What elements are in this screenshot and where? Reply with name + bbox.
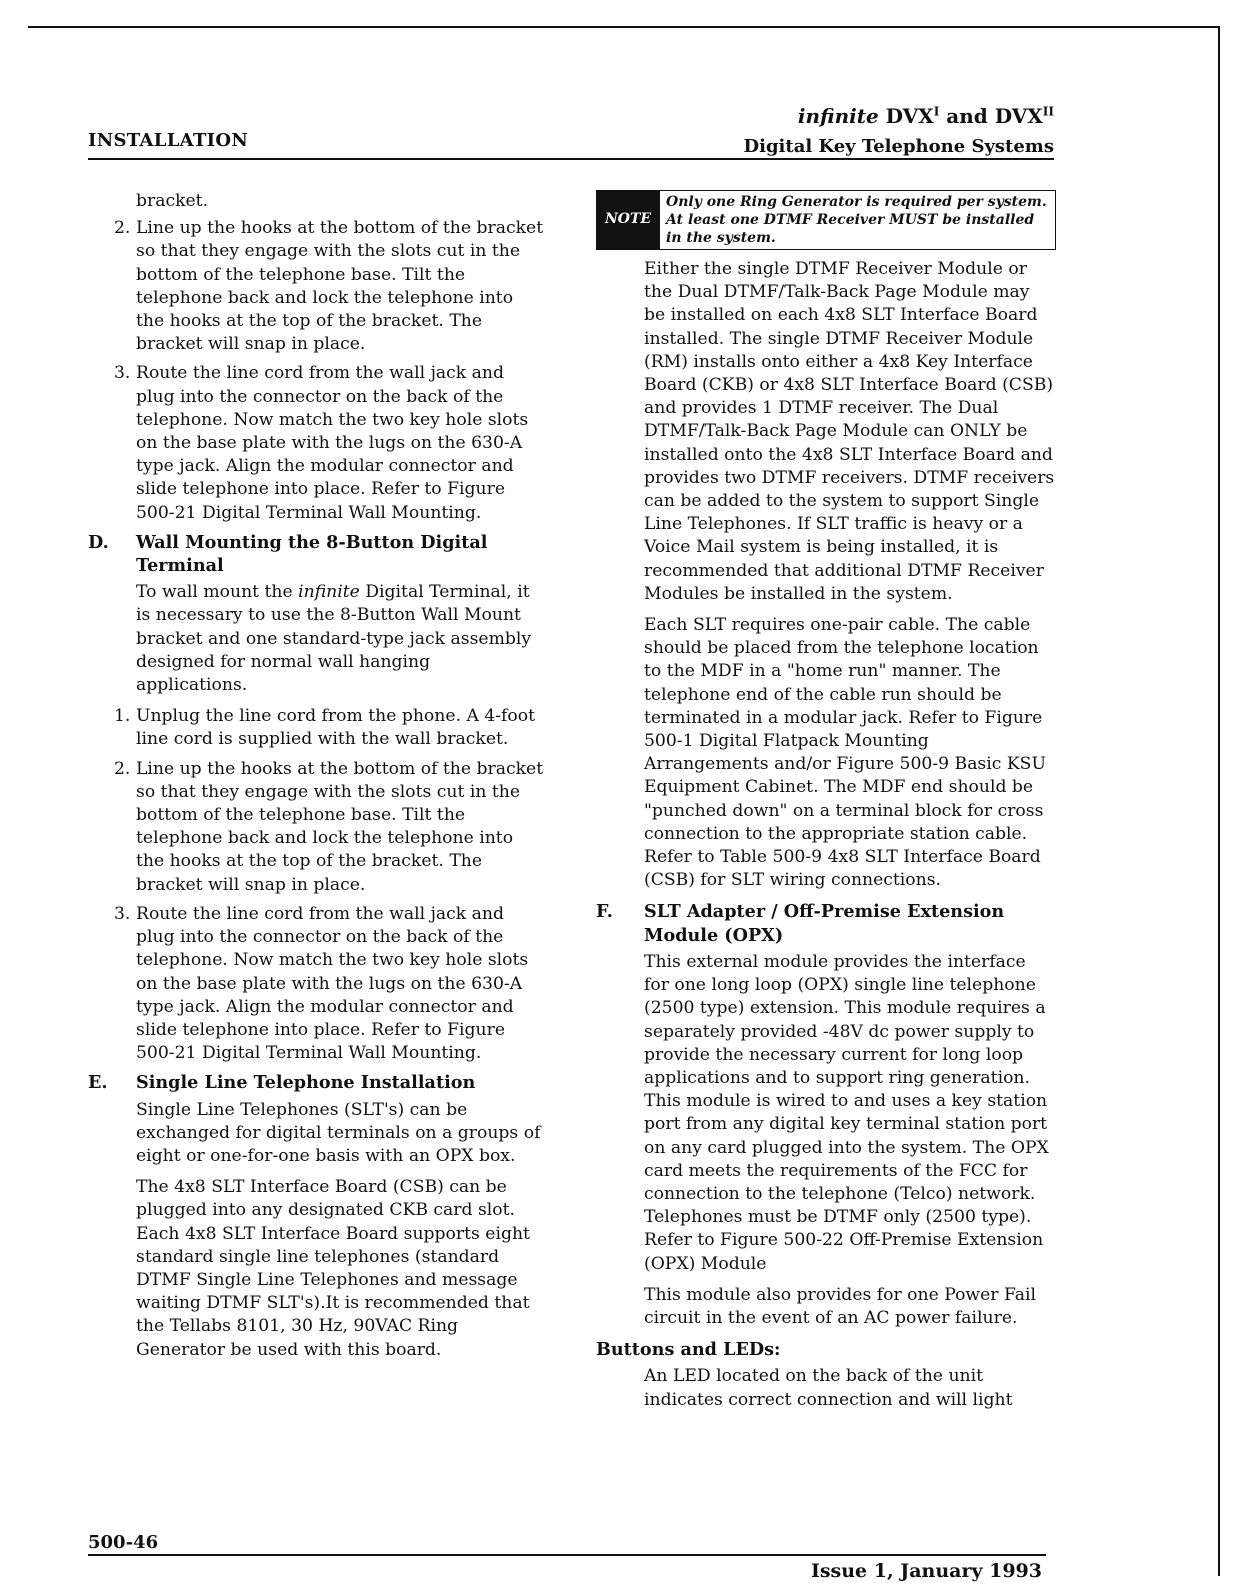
section-e-paragraph-2: The 4x8 SLT Interface Board (CSB) can be plugged into any designated CKB card slot. Each 4x8 SLT Interface Board supports eight standard single line telephones (standard DTMF Single Line Telephones and message waiting DTMF SLT's).It is recommended that the Tellabs 8101, 30 Hz, 90VAC Ring Generator be used with this board. (136, 1177, 530, 1360)
page-number: 500-46 (88, 1532, 159, 1553)
footer-rule (88, 1554, 1046, 1556)
section-letter: D. (88, 531, 109, 553)
page-frame-right (1218, 26, 1220, 1576)
brand-name: infinite (797, 104, 879, 128)
section-f-paragraph-2: This module also provides for one Power Fail circuit in the event of an AC power failure. (644, 1284, 1036, 1328)
para-text-post: Digital Terminal, it is necessary to use the 8-Button Wall Mount bracket and one standard-type jack assembly designed for normal wall hanging applications. (136, 582, 532, 696)
list-number: 2. (114, 218, 131, 239)
para-text-pre: To wall mount the (136, 582, 299, 603)
note-label: NOTE (596, 190, 660, 250)
title-sup-2: II (1042, 104, 1054, 119)
list-number: 2. (114, 758, 131, 779)
note-box (596, 190, 1056, 250)
section-title: SLT Adapter / Off-Premise Extension Module (OPX) (644, 901, 1005, 946)
section-title: Wall Mounting the 8-Button Digital Terminal (136, 531, 488, 577)
section-title: Single Line Telephone Installation (136, 1072, 476, 1094)
note-text: Only one Ring Generator is required per system. At least one DTMF Receiver MUST be installed in the system. (660, 190, 1056, 250)
list-number: 1. (114, 706, 131, 727)
list-text: Route the line cord from the wall jack and plug into the connector on the back of the telephone. Now match the two key hole slots on the base plate with the lugs on the 630-A type jack. Align the modular connector and slide telephone into place. Refer to Figure 500-21 Digital Terminal Wall Mounting. (136, 363, 529, 523)
list-item (114, 362, 544, 524)
cabling-paragraph: Each SLT requires one-pair cable. The cable should be placed from the telephone location to the MDF in a "home run" manner. The telephone end of the cable run should be terminated in a modular jack. Refer to Figure 500-1 Digital Flatpack Mounting Arrangements and/or Figure 500-9 Basic KSU Equipment Cabinet. The MDF end should be "punched down" on a terminal block for cross connection to the appropriate station cable. Refer to Table 500-9 4x8 SLT Interface Board (CSB) for SLT wiring connections. (644, 615, 1046, 891)
document-subtitle: Digital Key Telephone Systems (743, 136, 1054, 157)
list-item (114, 903, 544, 1065)
list-item (114, 217, 544, 356)
continued-text: bracket. (136, 191, 209, 211)
section-letter: F. (596, 901, 613, 923)
section-e-paragraph-1: Single Line Telephones (SLT's) can be exchanged for digital terminals on a groups of eight or one-for-one basis with an OPX box. (136, 1099, 541, 1166)
list-item (114, 758, 544, 897)
section-f-heading (596, 900, 1056, 946)
left-column (88, 190, 544, 1370)
issue-date: Issue 1, January 1993 (810, 1560, 1042, 1582)
right-column (596, 190, 1056, 1420)
title-sup-1: I (933, 104, 940, 119)
section-d-heading (88, 531, 544, 577)
list-item (114, 705, 544, 751)
section-d-paragraph (136, 581, 544, 697)
section-label: INSTALLATION (88, 130, 249, 151)
list-number: 3. (114, 363, 131, 384)
section-letter: E. (88, 1072, 108, 1094)
para-brand: infinite (298, 582, 360, 603)
list-text: Route the line cord from the wall jack and plug into the connector on the back of the telephone. Now match the two key hole slots on the base plate with the lugs on the 630-A type jack. Align the modular connector and slide telephone into place. Refer to Figure 500-21 Digital Terminal Wall Mounting. (136, 903, 529, 1064)
document-title (798, 104, 1054, 128)
page-frame-top (28, 26, 1220, 28)
title-dvx-2: and DVX (946, 104, 1043, 128)
section-f-paragraph-1: This external module provides the interface for one long loop (OPX) single line telephone (2500 type) extension. This module requires a separately provided -48V dc power supply to provide the necessary current for long loop applications and to support ring generation. This module is wired to and uses a key station port from any digital key terminal station port on any card plugged into the system. The OPX card meets the requirements of the FCC for connection to the telephone (Telco) network. Telephones must be DTMF only (2500 type). Refer to Figure 500-22 Off-Premise Extension (OPX) Module (644, 951, 1049, 1274)
list-number: 3. (114, 903, 131, 924)
list-text: Line up the hooks at the bottom of the bracket so that they engage with the slots cut in the bottom of the telephone base. Tilt the telephone back and lock the telephone into the hooks at the top of the bracket. The bracket will snap in place. (136, 758, 544, 895)
dtmf-paragraph: Either the single DTMF Receiver Module or the Dual DTMF/Talk-Back Page Module may be installed on each 4x8 SLT Interface Board installed. The single DTMF Receiver Module (RM) installs onto either a 4x8 Key Interface Board (CKB) or 4x8 SLT Interface Board (CSB) and provides 1 DTMF receiver. The Dual DTMF/Talk-Back Page Module can ONLY be installed onto the 4x8 SLT Interface Board and provides two DTMF receivers. DTMF receivers can be added to the system to support Single Line Telephones. If SLT traffic is heavy or a Voice Mail system is being installed, it is recommended that additional DTMF Receiver Modules be installed in the system. (644, 259, 1055, 604)
buttons-leds-heading: Buttons and LEDs: (596, 1339, 781, 1361)
list-text: Unplug the line cord from the phone. A 4-foot line cord is supplied with the wall bracket. (136, 706, 536, 750)
header-rule (88, 158, 1054, 160)
title-dvx-1: DVX (885, 104, 934, 128)
list-text: Line up the hooks at the bottom of the bracket so that they engage with the slots cut in the bottom of the telephone base. Tilt the telephone back and lock the telephone into the hooks at the top of the bracket. The bracket will snap in place. (136, 218, 544, 355)
buttons-leds-paragraph: An LED located on the back of the unit indicates correct connection and will light (644, 1366, 1013, 1410)
section-e-heading (88, 1071, 544, 1094)
